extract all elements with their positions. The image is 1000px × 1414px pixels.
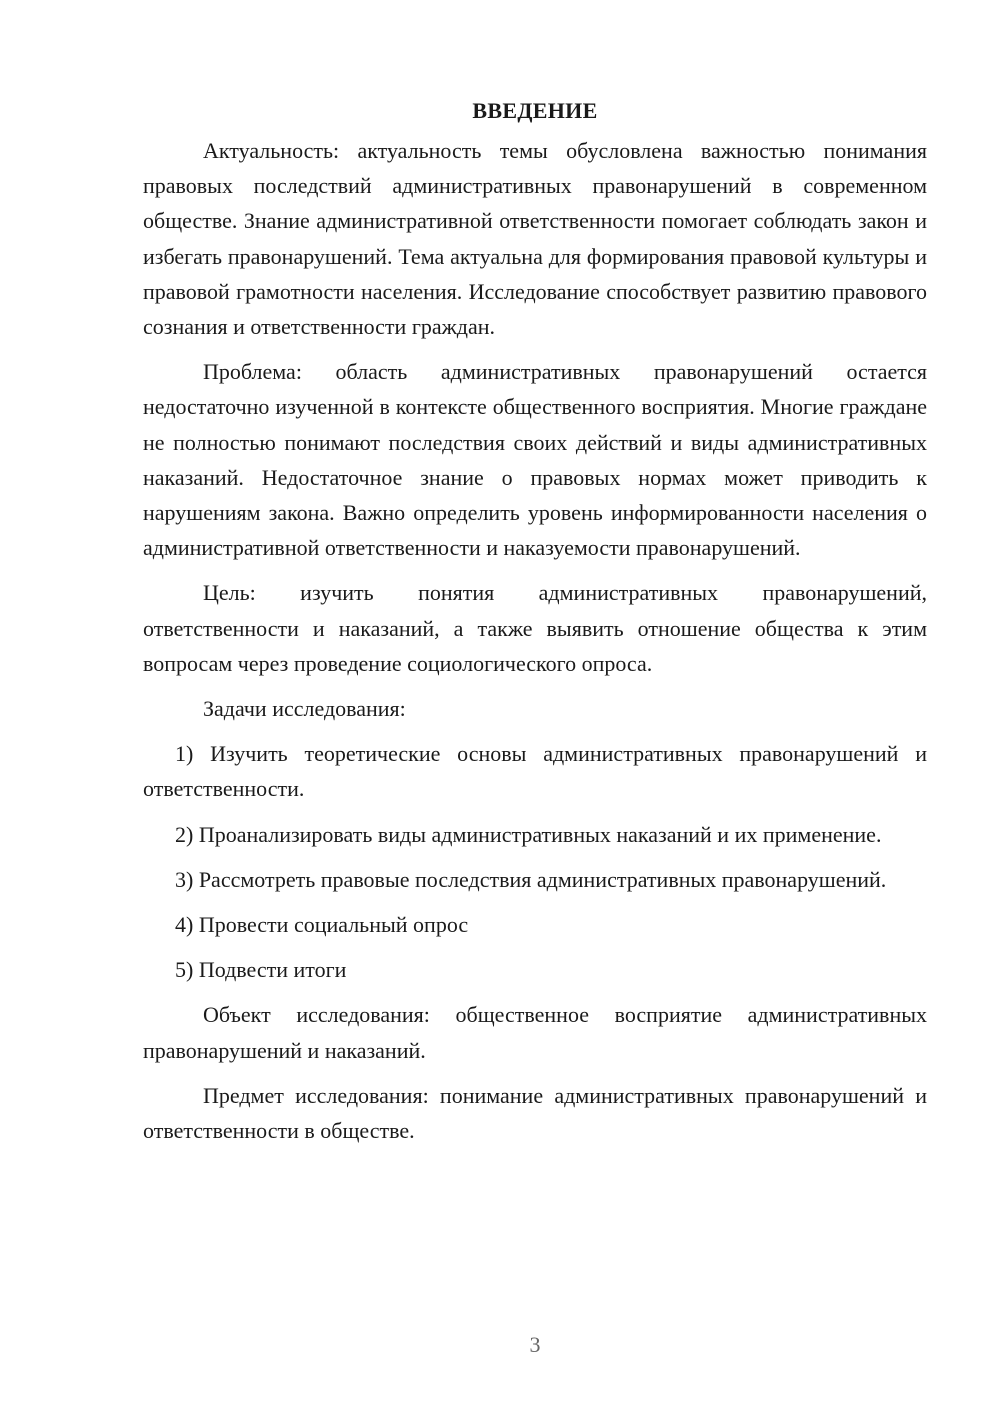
paragraph-problem: Проблема: область административных правонарушений остается недостаточно изученной в контексте общественного восприятия. Многие граждане не полностью понимают последствия своих действий и виды административных наказаний. Недостаточное знание о правовых нормах может приводить к нарушениям закона. Важно определить уровень информированности населения о административной ответственности и наказуемости правонарушений. bbox=[143, 359, 927, 561]
task-item-1: 1) Изучить теоретические основы административных правонарушений и ответственности. bbox=[143, 741, 927, 802]
task-item-4: 4) Провести социальный опрос bbox=[175, 912, 469, 938]
task-item-2: 2) Проанализировать виды административных наказаний и их применение. bbox=[175, 821, 882, 847]
page-number: 3 bbox=[529, 1332, 541, 1357]
paragraph-relevance: Актуальность: актуальность темы обусловлена важностью понимания правовых последствий административных правонарушений в современном обществе. Знание административной ответственности помогает соблюдать закон и избегать правонарушений. Тема актуальна для формирования правовой культуры и правовой грамотности населения. Исследование способствует развитию правового сознания и ответственности граждан. bbox=[143, 138, 927, 340]
section-title: ВВЕДЕНИЕ bbox=[472, 98, 598, 123]
paragraph-object: Объект исследования: общественное восприятие административных правонарушений и наказаний. bbox=[143, 1002, 927, 1063]
task-item-3: 3) Рассмотреть правовые последствия административных правонарушений. bbox=[175, 866, 887, 892]
paragraph-tasks-heading: Задачи исследования: bbox=[203, 696, 406, 722]
paragraph-subject: Предмет исследования: понимание административных правонарушений и ответственности в обществе. bbox=[143, 1082, 927, 1144]
document-page bbox=[143, 93, 927, 1158]
paragraph-goal: Цель: изучить понятия административных правонарушений, ответственности и наказаний, а также выявить отношение общества к этим вопросам через проведение социологического опроса. bbox=[143, 580, 927, 676]
task-item-5: 5) Подвести итоги bbox=[175, 957, 347, 983]
